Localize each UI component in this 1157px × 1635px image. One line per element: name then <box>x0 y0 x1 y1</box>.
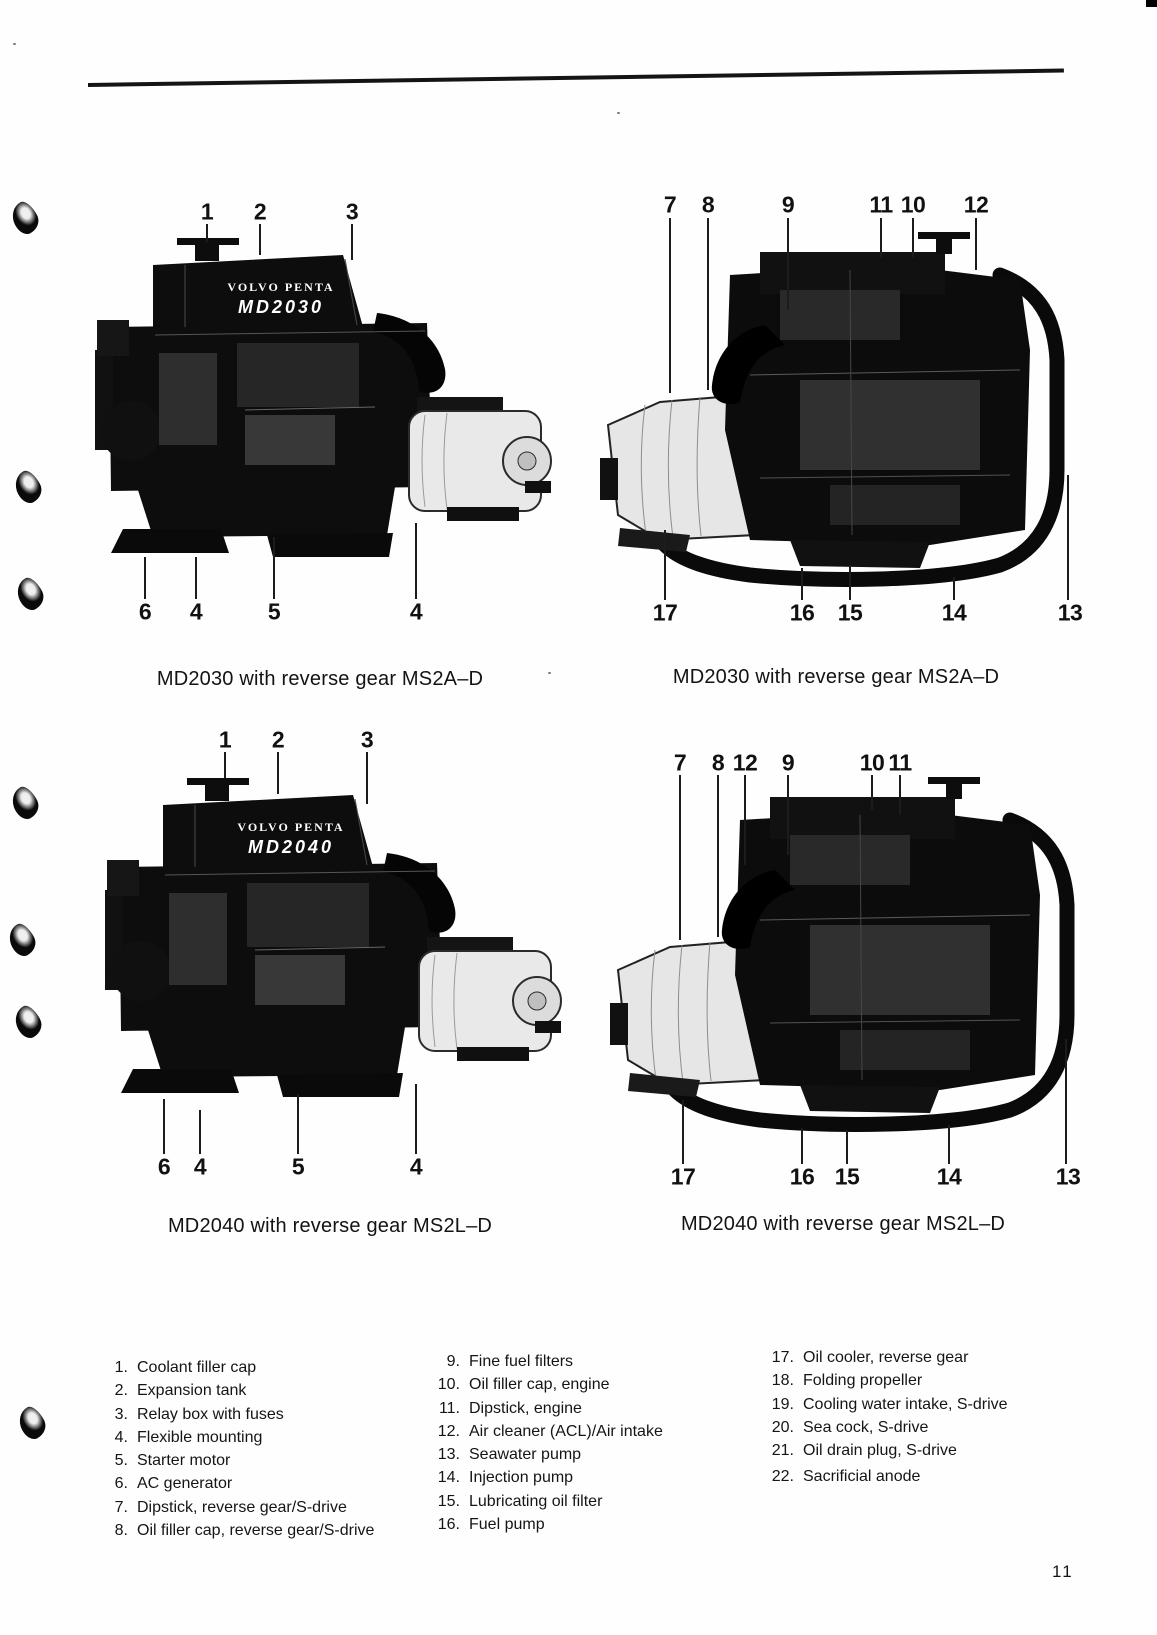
legend-item-text: Injection pump <box>469 1469 574 1487</box>
binder-hole-mark <box>7 198 43 238</box>
binder-hole-mark <box>4 920 40 960</box>
binder-hole-mark <box>12 574 48 614</box>
binder-hole-mark <box>10 467 46 507</box>
legend-item-number: 9. <box>446 1353 460 1370</box>
callout-number: 17 <box>670 1163 696 1190</box>
callout-number: 15 <box>837 599 863 626</box>
legend-item-number: 3. <box>114 1405 128 1423</box>
legend-item-text: Lubricating oil filter <box>469 1492 603 1510</box>
callout-number: 7 <box>673 749 687 776</box>
legend-item <box>768 1416 1008 1439</box>
legend-item <box>768 1439 1008 1462</box>
legend-item-text: AC generator <box>137 1475 233 1493</box>
leader-line <box>351 224 353 260</box>
legend-item <box>434 1490 663 1513</box>
binder-hole-mark <box>7 783 43 823</box>
legend-item-number: 11. <box>438 1399 460 1417</box>
callout-number: 1 <box>218 726 232 753</box>
legend-item-text: Folding propeller <box>803 1372 923 1390</box>
legend-item-text: Seawater pump <box>469 1446 582 1464</box>
figure-caption: MD2040 with reverse gear MS2L–D <box>680 1213 1006 1235</box>
leader-line <box>787 218 789 310</box>
figure-md2040-right-view <box>595 710 1120 1235</box>
legend-item-number: 22. <box>771 1468 794 1486</box>
callout-number: 4 <box>193 1153 207 1180</box>
callout-number: 11 <box>888 749 912 776</box>
engine-decal-brand: VOLVO PENTA <box>237 820 345 834</box>
legend-item <box>434 1513 663 1536</box>
legend-item-number: 18. <box>771 1372 794 1390</box>
leader-line <box>912 218 914 257</box>
legend-item-text: Air cleaner (ACL)/Air intake <box>469 1422 663 1440</box>
callout-number: 6 <box>138 598 152 625</box>
legend-item-text: Oil filler cap, engine <box>469 1376 610 1394</box>
callout-number: 16 <box>789 1163 815 1190</box>
legend-item-number: 12. <box>437 1422 460 1440</box>
legend-item <box>434 1373 663 1396</box>
legend-item-number: 10. <box>437 1376 460 1394</box>
legend-item-number: 2. <box>114 1382 128 1400</box>
legend-item-text: Fine fuel filters <box>469 1353 574 1370</box>
scan-noise-dot <box>617 112 620 114</box>
legend-item-number: 15. <box>437 1492 460 1510</box>
callout-number: 6 <box>157 1153 171 1180</box>
leader-line <box>195 557 197 599</box>
callout-number: 14 <box>936 1163 962 1190</box>
leader-line <box>206 224 208 242</box>
callout-number: 3 <box>345 198 359 225</box>
callout-number: 3 <box>360 726 374 753</box>
callout-number: 9 <box>781 191 795 218</box>
legend-item <box>768 1346 1008 1369</box>
callout-number: 12 <box>732 749 758 776</box>
callout-number: 17 <box>652 599 678 626</box>
legend-item-number: 21. <box>771 1442 794 1460</box>
leader-line <box>849 565 851 600</box>
legend-item-number: 13. <box>437 1446 460 1464</box>
engine-illustration-md2040 <box>105 775 565 1105</box>
callout-number: 9 <box>781 749 795 776</box>
figure-caption: MD2030 with reverse gear MS2A–D <box>156 668 484 690</box>
leader-line <box>199 1110 201 1154</box>
legend-item-number: 1. <box>114 1359 128 1376</box>
legend-item-number: 16. <box>437 1516 460 1534</box>
legend-item-number: 20. <box>771 1418 794 1436</box>
leader-line <box>415 523 417 599</box>
figure-md2040-left-view <box>90 710 570 1237</box>
callout-number: 5 <box>267 598 281 625</box>
legend-item <box>434 1466 663 1489</box>
callout-number: 10 <box>859 749 885 776</box>
callout-number: 4 <box>189 598 203 625</box>
legend-item <box>434 1397 663 1420</box>
leader-line <box>899 775 901 815</box>
callout-number: 14 <box>941 599 967 626</box>
legend-item <box>102 1496 374 1519</box>
legend-item-number: 6. <box>114 1475 128 1493</box>
leader-line <box>259 224 261 255</box>
legend-item-text: Dipstick, engine <box>469 1399 582 1417</box>
legend-item-text: Dipstick, reverse gear/S-drive <box>137 1498 347 1516</box>
callout-number: 8 <box>701 191 715 218</box>
legend-item-text: Cooling water intake, S-drive <box>803 1395 1008 1413</box>
legend-item-number: 14. <box>437 1469 460 1487</box>
leader-line <box>297 1094 299 1154</box>
legend-item-text: Starter motor <box>137 1452 231 1470</box>
callout-number: 5 <box>291 1153 305 1180</box>
leader-line <box>144 557 146 599</box>
leader-line <box>1065 1039 1067 1164</box>
leader-line <box>801 568 803 600</box>
legend-item <box>102 1379 374 1402</box>
scan-corner-mark <box>1146 0 1157 7</box>
leader-line <box>1067 475 1069 600</box>
callout-number: 2 <box>253 198 267 225</box>
leader-line <box>415 1084 417 1154</box>
legend-column-1 <box>102 1356 374 1542</box>
page-number: 11 <box>1052 1562 1074 1581</box>
leader-line <box>679 775 681 940</box>
callout-number: 7 <box>663 191 677 218</box>
legend-item <box>434 1420 663 1443</box>
callout-number: 8 <box>711 749 725 776</box>
engine-decal-brand: VOLVO PENTA <box>227 280 335 294</box>
callout-number: 4 <box>409 1153 423 1180</box>
legend-column-2 <box>434 1350 663 1536</box>
leader-line <box>366 752 368 804</box>
leader-line <box>669 218 671 393</box>
figure-caption: MD2030 with reverse gear MS2A–D <box>672 666 1000 688</box>
leader-line <box>682 1100 684 1164</box>
callout-number: 13 <box>1055 1163 1081 1190</box>
legend-item <box>102 1519 374 1542</box>
legend-item-text: Coolant filler cap <box>137 1359 257 1376</box>
leader-line <box>744 775 746 865</box>
leader-line <box>975 218 977 270</box>
callout-number: 16 <box>789 599 815 626</box>
legend-item <box>102 1356 374 1379</box>
callout-number: 4 <box>409 598 423 625</box>
callout-number: 13 <box>1057 599 1083 626</box>
callout-number: 10 <box>900 191 926 218</box>
legend-item-text: Fuel pump <box>469 1516 545 1534</box>
legend-item <box>768 1465 1008 1488</box>
callout-number: 15 <box>834 1163 860 1190</box>
legend-item-number: 8. <box>114 1522 128 1540</box>
legend-item-text: Oil drain plug, S-drive <box>803 1442 957 1460</box>
legend-item <box>102 1426 374 1449</box>
legend-item-number: 4. <box>114 1428 128 1446</box>
legend-column-3 <box>768 1346 1008 1489</box>
binder-hole-mark <box>10 1002 46 1042</box>
leader-line <box>801 1128 803 1164</box>
callout-number: 12 <box>963 191 989 218</box>
top-rule <box>88 69 1064 87</box>
leader-line <box>948 1125 950 1164</box>
figure-caption: MD2040 with reverse gear MS2L–D <box>167 1215 493 1237</box>
engine-decal-model: MD2030 <box>237 297 325 317</box>
leader-line <box>953 577 955 600</box>
legend-item-number: 17. <box>771 1349 794 1366</box>
binder-hole-mark <box>14 1403 50 1443</box>
engine-decal-model: MD2040 <box>247 837 335 857</box>
legend-item <box>434 1443 663 1466</box>
legend-item-number: 5. <box>114 1452 128 1470</box>
leader-line <box>880 218 882 257</box>
legend-item <box>102 1472 374 1495</box>
callout-number: 1 <box>200 198 214 225</box>
legend-item-text: Expansion tank <box>137 1382 247 1400</box>
leader-line <box>224 752 226 778</box>
leader-line <box>163 1099 165 1154</box>
legend-item-number: 19. <box>771 1395 794 1413</box>
figure-md2030-left-view <box>90 185 570 690</box>
callout-number: 2 <box>271 726 285 753</box>
legend-item <box>434 1350 663 1373</box>
leader-line <box>277 752 279 794</box>
legend-item-text: Relay box with fuses <box>137 1405 284 1423</box>
leader-line <box>846 1130 848 1164</box>
legend-item-text: Sacrificial anode <box>803 1468 921 1486</box>
legend-item-text: Oil filler cap, reverse gear/S-drive <box>137 1522 375 1540</box>
scan-noise-dot <box>13 43 16 45</box>
leader-line <box>273 537 275 599</box>
legend-item <box>768 1393 1008 1416</box>
engine-illustration-md2030 <box>95 235 555 565</box>
figure-md2030-right-view <box>590 175 1115 688</box>
leader-line <box>871 775 873 810</box>
legend-item-text: Sea cock, S-drive <box>803 1418 929 1436</box>
legend-item <box>102 1449 374 1472</box>
leader-line <box>707 218 709 390</box>
leader-line <box>664 530 666 600</box>
leader-line <box>787 775 789 855</box>
legend-item-number: 7. <box>114 1498 128 1516</box>
legend-item <box>102 1403 374 1426</box>
callout-number: 11 <box>869 191 893 218</box>
legend-item <box>768 1369 1008 1392</box>
leader-line <box>717 775 719 937</box>
legend-item-text: Oil cooler, reverse gear <box>803 1349 969 1366</box>
legend-item-text: Flexible mounting <box>137 1428 263 1446</box>
